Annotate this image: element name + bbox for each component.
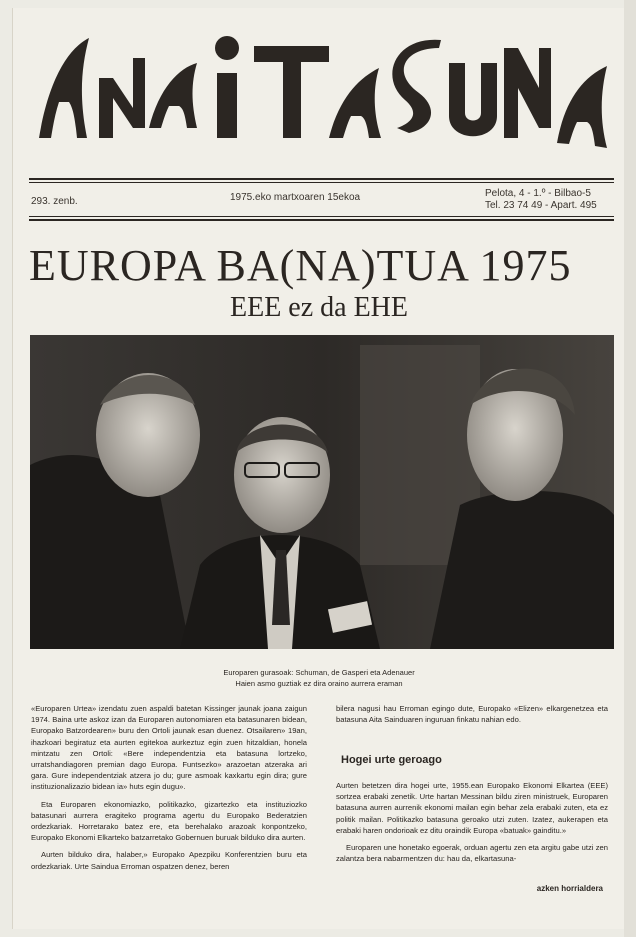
continuation-note: azken horrialdera <box>536 884 603 893</box>
subheadline: EEE ez da EHE <box>229 292 409 323</box>
article-paragraph: Europaren une honetako egoerak, orduan agertu zen eta argitu gabe utzi zen zalantza bera nabarmentzen du: hau da, elkartasuna- <box>336 843 608 864</box>
article-paragraph: Aurten betetzen dira hogei urte, 1955.ean Europako Ekonomi Elkartea (EEE) sortzea erabaki zenetik. Urte hartan Messinan bildu ziren ministruek, Europaren batasuna aurren aurrenik ekonomi mailan egin behar zela erabaki zuten, eta ez politik mailan. Politikazko batasuna geroako utzi zuten. Izatez, aukerapen eta erabaki haren ondorioak ez ditu oraindik Europa «batuak» gainditu.» <box>336 781 608 835</box>
section-title: Hogei urte geroago <box>341 754 442 766</box>
address-line-1: Pelota, 4 - 1.º - Bilbao-5 <box>485 188 591 199</box>
article-right-column <box>336 780 608 870</box>
masthead-logo <box>29 18 614 168</box>
mid-rule-thick <box>29 219 614 221</box>
photo-schuman-gasperi-adenauer <box>30 335 614 649</box>
headline: EUROPA BA(NA)TUA 1975 <box>29 241 572 290</box>
issue-number: 293. zenb. <box>31 196 78 207</box>
masthead-logo-art <box>29 18 614 168</box>
mid-rule <box>29 216 614 217</box>
photo-caption-line-1: Europaren gurasoak: Schuman, de Gasperi eta Adenauer <box>223 668 415 677</box>
article-right-intro <box>336 703 608 731</box>
address-line-2: Tel. 23 74 49 - Apart. 495 <box>485 200 597 211</box>
page-binding-edge <box>624 0 636 937</box>
photo-image <box>30 335 614 649</box>
article-paragraph: bilera nagusi hau Erroman egingo dute, Europako «Elizen» elkargenetzea eta batasuna Aita Sainduaren inguruan finkatu nahian edo. <box>336 704 608 725</box>
top-rule-thin <box>29 182 614 183</box>
article-paragraph: Eta Europaren ekonomiazko, politikazko, gizartezko eta instituziozko batasunari aurrera eragiteko programa agertu du Europako Bederatzien ordezkariak. Horretarako batez ere, eta berehalako arazoak konpontzeko, Europako Ekonomi Elkarteko batzarretako Gobernuen buruak bilduko dira aurten. <box>31 799 307 843</box>
newspaper-page <box>12 8 625 929</box>
article-paragraph: «Europaren Urtea» izendatu zuen aspaldi batetan Kissinger jaunak joana zaigun 1974. Baina urte askoz izan da Europaren autonomiaren eta batasunaren bidean, Europako Batzordearen» buru den Ortoli jaunak esan duenez. Otsailaren» 19an, ihazkoari begiratuz eta aurten egitekoa aurkeztuz egin zuen hitzaldian, honela mintzatu zen Ortoli: «Bere independentzia eta batasuna lortzeko, urratshandiagoren premian dago Europa. Funtsezko» arazoetan atzeraka ari gara. Gure independentziak atzera jo du; gure asmoak kaxkartu egin dira; gure instituzionalizazio bidean ia» huts egin dugu». <box>31 704 307 792</box>
article-paragraph: Aurten bilduko dira, halaber,» Europako Apezpiku Konferentzien buru eta ordezkariak. Urte Saindua Erroman ospatzen denez, beren <box>31 850 307 871</box>
top-rule <box>29 178 614 180</box>
photo-caption-line-2: Haien asmo guztiak ez dira oraino aurrera eraman <box>235 679 403 688</box>
issue-date: 1975.eko martxoaren 15ekoa <box>230 192 361 203</box>
article-left-column <box>31 703 307 878</box>
